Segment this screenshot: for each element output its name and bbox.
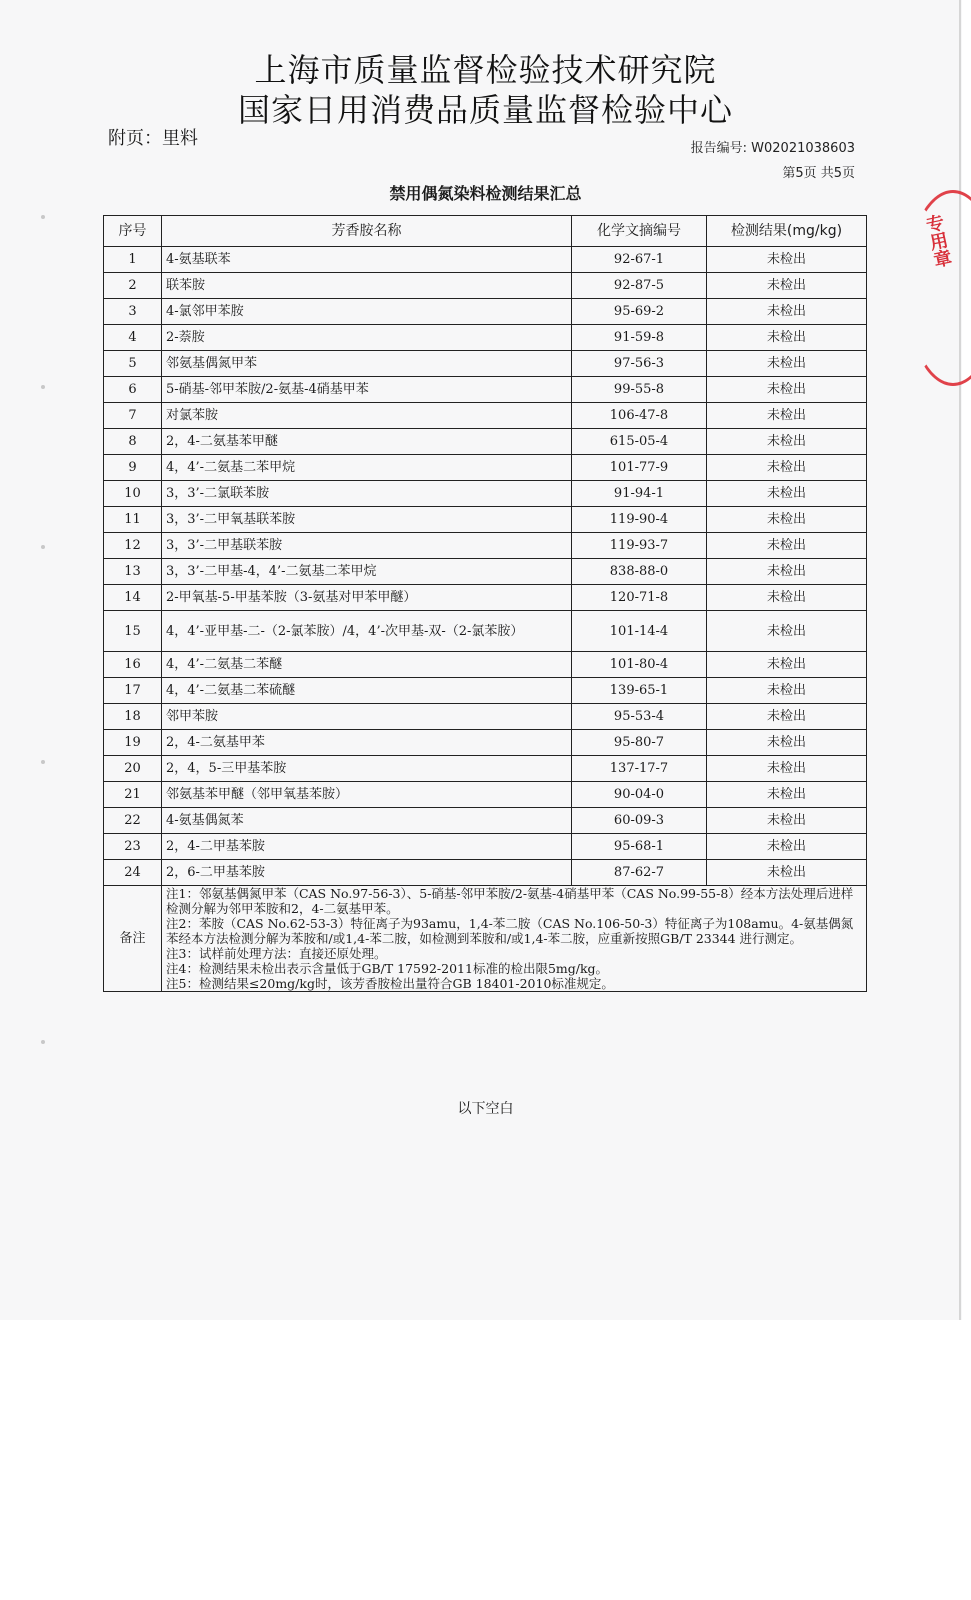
cas-number: 139-65-1 xyxy=(572,678,707,704)
row-number: 3 xyxy=(104,299,162,325)
table-row xyxy=(104,782,867,808)
test-result: 未检出 xyxy=(707,611,867,652)
test-result: 未检出 xyxy=(707,377,867,403)
header-name: 芳香胺名称 xyxy=(162,216,572,247)
punch-hole-mark xyxy=(41,1040,45,1044)
amine-name: 3，3’-二甲基-4，4’-二氨基二苯甲烷 xyxy=(162,559,572,585)
test-result: 未检出 xyxy=(707,678,867,704)
remark-note-1: 注1：邻氨基偶氮甲苯（CAS No.97-56-3）、5-硝基-邻甲苯胺/2-氨基-4硝基甲苯（CAS No.99-55-8）经本方法处理后进样检测分解为邻甲苯胺和2，4-二氨基甲苯。 xyxy=(166,886,854,916)
table-row xyxy=(104,273,867,299)
remark-note-3: 注3：试样前处理方法：直接还原处理。 xyxy=(166,946,387,961)
cas-number: 615-05-4 xyxy=(572,429,707,455)
table-row xyxy=(104,559,867,585)
amine-name: 联苯胺 xyxy=(162,273,572,299)
table-row xyxy=(104,611,867,652)
cas-number: 92-67-1 xyxy=(572,247,707,273)
amine-name: 2，4-二氨基苯甲醚 xyxy=(162,429,572,455)
test-result: 未检出 xyxy=(707,860,867,886)
table-row xyxy=(104,299,867,325)
table-row xyxy=(104,730,867,756)
test-result: 未检出 xyxy=(707,730,867,756)
center-title: 国家日用消费品质量监督检验中心 xyxy=(237,91,733,129)
cas-number: 90-04-0 xyxy=(572,782,707,808)
table-row xyxy=(104,652,867,678)
cas-number: 101-80-4 xyxy=(572,652,707,678)
test-result: 未检出 xyxy=(707,585,867,611)
report-number: 报告编号: W02021038603 xyxy=(690,141,855,156)
test-result: 未检出 xyxy=(707,429,867,455)
table-header-row xyxy=(104,216,867,247)
table-row xyxy=(104,481,867,507)
row-number: 8 xyxy=(104,429,162,455)
test-result: 未检出 xyxy=(707,507,867,533)
test-result: 未检出 xyxy=(707,808,867,834)
amine-name: 4，4’-亚甲基-二-（2-氯苯胺）/4，4’-次甲基-双-（2-氯苯胺） xyxy=(162,611,572,652)
amine-name: 3，3’-二甲基联苯胺 xyxy=(162,533,572,559)
punch-hole-mark xyxy=(41,545,45,549)
amine-name: 4-氨基偶氮苯 xyxy=(162,808,572,834)
row-number: 15 xyxy=(104,611,162,652)
remark-note-4: 注4：检测结果未检出表示含量低于GB/T 17592-2011标准的检出限5mg/kg。 xyxy=(166,961,609,976)
remarks-row xyxy=(104,886,867,992)
amine-name: 4-氯邻甲苯胺 xyxy=(162,299,572,325)
table-row xyxy=(104,455,867,481)
row-number: 14 xyxy=(104,585,162,611)
table-row xyxy=(104,507,867,533)
amine-name: 3，3’-二甲氧基联苯胺 xyxy=(162,507,572,533)
amine-name: 4-氨基联苯 xyxy=(162,247,572,273)
cas-number: 106-47-8 xyxy=(572,403,707,429)
amine-name: 4，4’-二氨基二苯醚 xyxy=(162,652,572,678)
test-result: 未检出 xyxy=(707,652,867,678)
cas-number: 120-71-8 xyxy=(572,585,707,611)
row-number: 22 xyxy=(104,808,162,834)
institute-title: 上海市质量监督检验技术研究院 xyxy=(254,51,717,89)
remark-note-2: 注2：苯胺（CAS No.62-53-3）特征离子为93amu，1,4-苯二胺（CAS No.106-50-3）特征离子为108amu。4-氨基偶氮苯经本方法检测分解为苯胺和/或1,4-苯二胺，如检测到苯胺和/或1,4-苯二胺，应重新按照GB/T 23344 进行测定。 xyxy=(166,916,854,946)
test-result: 未检出 xyxy=(707,704,867,730)
test-result: 未检出 xyxy=(707,782,867,808)
cas-number: 91-94-1 xyxy=(572,481,707,507)
amine-name: 2，4-二甲基苯胺 xyxy=(162,834,572,860)
header-no: 序号 xyxy=(104,216,162,247)
cas-number: 97-56-3 xyxy=(572,351,707,377)
cas-number: 838-88-0 xyxy=(572,559,707,585)
header-cas: 化学文摘编号 xyxy=(572,216,707,247)
amine-name: 4，4’-二氨基二苯甲烷 xyxy=(162,455,572,481)
attachment-label: 附页：里料 xyxy=(108,128,198,149)
row-number: 16 xyxy=(104,652,162,678)
amine-name: 邻氨基苯甲醚（邻甲氧基苯胺） xyxy=(162,782,572,808)
table-row xyxy=(104,377,867,403)
test-result: 未检出 xyxy=(707,273,867,299)
table-row xyxy=(104,247,867,273)
table-row xyxy=(104,678,867,704)
row-number: 6 xyxy=(104,377,162,403)
row-number: 21 xyxy=(104,782,162,808)
amine-name: 2，4-二氨基甲苯 xyxy=(162,730,572,756)
row-number: 19 xyxy=(104,730,162,756)
test-result: 未检出 xyxy=(707,299,867,325)
row-number: 11 xyxy=(104,507,162,533)
remark-note-5: 注5：检测结果≤20mg/kg时，该芳香胺检出量符合GB 18401-2010标准规定。 xyxy=(166,976,614,991)
row-number: 4 xyxy=(104,325,162,351)
cas-number: 87-62-7 xyxy=(572,860,707,886)
amine-name: 2-甲氧基-5-甲基苯胺（3-氨基对甲苯甲醚） xyxy=(162,585,572,611)
cas-number: 119-90-4 xyxy=(572,507,707,533)
test-result: 未检出 xyxy=(707,559,867,585)
table-row xyxy=(104,351,867,377)
cas-number: 95-69-2 xyxy=(572,299,707,325)
row-number: 7 xyxy=(104,403,162,429)
table-row xyxy=(104,860,867,886)
amine-name: 4，4’-二氨基二苯硫醚 xyxy=(162,678,572,704)
table-row xyxy=(104,704,867,730)
table-row xyxy=(104,756,867,782)
cas-number: 137-17-7 xyxy=(572,756,707,782)
table-row xyxy=(104,808,867,834)
amine-name: 邻氨基偶氮甲苯 xyxy=(162,351,572,377)
cas-number: 91-59-8 xyxy=(572,325,707,351)
row-number: 13 xyxy=(104,559,162,585)
table-row xyxy=(104,325,867,351)
amine-name: 邻甲苯胺 xyxy=(162,704,572,730)
seal-lettering: 专用章 xyxy=(921,212,954,270)
cas-number: 60-09-3 xyxy=(572,808,707,834)
cas-number: 101-77-9 xyxy=(572,455,707,481)
cas-number: 101-14-4 xyxy=(572,611,707,652)
amine-name: 3，3’-二氯联苯胺 xyxy=(162,481,572,507)
test-result: 未检出 xyxy=(707,247,867,273)
table-row xyxy=(104,834,867,860)
table-row xyxy=(104,585,867,611)
row-number: 17 xyxy=(104,678,162,704)
amine-name: 5-硝基-邻甲苯胺/2-氨基-4硝基甲苯 xyxy=(162,377,572,403)
row-number: 2 xyxy=(104,273,162,299)
blank-below-note: 以下空白 xyxy=(457,1101,514,1117)
cas-number: 95-68-1 xyxy=(572,834,707,860)
cas-number: 95-80-7 xyxy=(572,730,707,756)
row-number: 24 xyxy=(104,860,162,886)
test-result: 未检出 xyxy=(707,533,867,559)
table-row xyxy=(104,403,867,429)
cas-number: 119-93-7 xyxy=(572,533,707,559)
row-number: 9 xyxy=(104,455,162,481)
cas-number: 92-87-5 xyxy=(572,273,707,299)
punch-hole-mark xyxy=(41,385,45,389)
test-result: 未检出 xyxy=(707,756,867,782)
row-number: 5 xyxy=(104,351,162,377)
test-result: 未检出 xyxy=(707,351,867,377)
punch-hole-mark xyxy=(41,215,45,219)
cas-number: 99-55-8 xyxy=(572,377,707,403)
row-number: 10 xyxy=(104,481,162,507)
remarks-cell xyxy=(162,886,867,992)
table-row xyxy=(104,533,867,559)
row-number: 12 xyxy=(104,533,162,559)
row-number: 20 xyxy=(104,756,162,782)
table-title: 禁用偶氮染料检测结果汇总 xyxy=(389,184,582,203)
amine-name: 2，6-二甲基苯胺 xyxy=(162,860,572,886)
punch-hole-mark xyxy=(41,760,45,764)
row-number: 18 xyxy=(104,704,162,730)
test-result: 未检出 xyxy=(707,481,867,507)
amine-name: 2，4，5-三甲基苯胺 xyxy=(162,756,572,782)
test-result: 未检出 xyxy=(707,325,867,351)
test-result: 未检出 xyxy=(707,403,867,429)
test-result: 未检出 xyxy=(707,834,867,860)
page-indicator: 第5页 共5页 xyxy=(782,166,855,181)
row-number: 23 xyxy=(104,834,162,860)
amine-name: 2-萘胺 xyxy=(162,325,572,351)
cas-number: 95-53-4 xyxy=(572,704,707,730)
table-row xyxy=(104,429,867,455)
test-result: 未检出 xyxy=(707,455,867,481)
header-result: 检测结果(mg/kg) xyxy=(707,216,867,247)
results-table xyxy=(103,215,867,992)
remarks-label: 备注 xyxy=(104,886,162,992)
amine-name: 对氯苯胺 xyxy=(162,403,572,429)
row-number: 1 xyxy=(104,247,162,273)
